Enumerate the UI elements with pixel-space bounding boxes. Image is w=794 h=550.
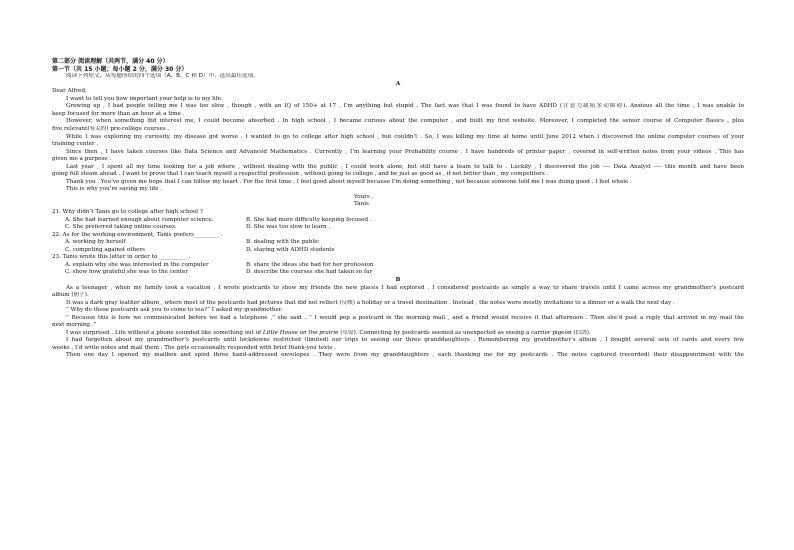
option-row	[52, 239, 744, 247]
paragraph-line: I want to tell you how important your help is to my life.	[66, 95, 223, 102]
paragraph-line: While I was exploring my curiosity, my disease got worse . I wanted to go to college after high school , but couldn’t . So, I was killing my time at home until June 2012 when I discovered the online computer courses of your	[66, 133, 744, 140]
option-a[interactable]: A. She had learned enough about computer science.	[65, 216, 214, 223]
paragraph-line: Since then , I have taken courses like Data Science and Advanced Mathematics . Currently , I’m learning your Probability course . I have hundreds of printer paper , covered in self-written notes from your videos . This has	[66, 148, 744, 155]
paragraph-line: five relevant(有关的) pre-college courses .	[52, 126, 170, 133]
letter-greeting: Dear Alfred,	[52, 88, 87, 95]
paragraph-line: I had forgotten about my grandmother’s postcards until lockdowns restricted (limited) our trips to seeing our three granddaughters . Remembering my grandmother’s album , I bought several sets of cards and every few	[66, 337, 744, 344]
paragraph-line: keep focused for more than an hour at a time .	[52, 110, 185, 117]
option-row	[52, 224, 744, 232]
paragraph-line: next morning .”	[52, 322, 97, 329]
option-row	[52, 262, 744, 270]
option-c[interactable]: C. competing against others	[65, 246, 145, 253]
part-title: 第二部分 阅读理解（共两节，满分 40 分）	[52, 58, 169, 65]
option-d[interactable]: D. describe the courses she had taken so far	[246, 269, 373, 276]
option-a[interactable]: A. explain why she was interested in the computer	[65, 261, 209, 268]
paragraph-line: However, when something did interest me, I could become absorbed . In high school , I became curious about the computer , and built my first website. Moreover, I completed the senior course of Computer Basics , plus	[66, 118, 744, 125]
section-title: 第一节（共 15 小题；每小题 2 分，满分 30 分）	[52, 65, 188, 73]
paragraph-line: training center .	[52, 141, 99, 148]
option-c[interactable]: C. show how grateful she was to the center	[65, 269, 188, 276]
option-row	[52, 269, 744, 277]
option-a[interactable]: A. working by herself	[65, 239, 126, 246]
paragraph-line: As a teenager , when my family took a vacation , I wrote postcards to show my friends the new places I had explored . I considered postcards as simply a way to share travels until I came across my grandmother’s postcard	[66, 284, 744, 291]
question-stem: 21. Why didn’t Tanis go to college after high school ?	[52, 209, 203, 216]
paragraph-line: “ Because this is how we communicated before we had a telephone ,” she said . “ I would pop a postcard in the morning mail , and a friend would receive it that afternoon . Then she’d post a reply that arrived in my mail the	[66, 314, 744, 321]
exam-page	[52, 58, 744, 360]
paragraph-line: given me a purpose .	[52, 156, 112, 163]
paragraph-line: Thank you . You’ve given me hope that I can follow my heart . For the first time , I feel good about myself because I’m doing something , not because someone told me I was doing good . I feel whole .	[66, 178, 632, 185]
paragraph-line: album (册子).	[52, 292, 89, 299]
text-run: (草原). Connecting by postcards seemed as unexpected as seeing a carrier pigeon (信鸽).	[338, 329, 591, 336]
letter-signature: Tanis	[354, 201, 369, 208]
option-b[interactable]: B. share the ideas she had for her profession	[246, 261, 374, 268]
paragraph-line: Then one day I opened my mailbox and spied three hand-addressed envelopes . They were from my granddaughters , each thanking me for my postcards . The notes captured (recorded) their disappointment with the	[66, 352, 744, 359]
text-run: I was surprised . Life without a phone sounded like something out of	[66, 329, 263, 336]
paragraph-line: going full steam ahead . I want to prove that I can teach myself a respectful profession , without going to college , and be just as good as , if not better than , my competitors .	[52, 171, 549, 178]
question-22	[52, 232, 744, 255]
book-title: Little House on the prairie	[262, 329, 339, 336]
paragraph-line	[52, 330, 744, 338]
paragraph-line: This is why you’re saving my life .	[66, 186, 163, 193]
paragraph-line: Last year , I spent all my time looking for a job where , without dealing with the public , I could work alone, but still have a team to talk to . Luckily , I discovered the job ---- Data Analyst ---- this month and have been	[66, 163, 744, 170]
paragraph-line: It was a dark gray leather album , where most of the postcards had pictures that did not reflect (反映) a holiday or a travel destination . Instead , the notes were mostly invitations to a dinner or a walk the next day .	[66, 299, 675, 306]
option-b[interactable]: B. dealing with the public	[246, 239, 320, 246]
option-row	[52, 247, 744, 255]
paragraph-line: “ Why do these postcards ask you to come to tea?” I asked my grandmother.	[66, 307, 283, 314]
paragraph-line: Growing up , I had people telling me I was too slow , though , with an IQ of 150+ at 17 , I’m anything but stupid . The fact was that I was found to have ADHD (注意力缺陷多动障碍). Anxious all the time , I was unable to	[66, 103, 744, 110]
question-stem: 23. Tanis wrote this letter in order to __________ .	[52, 254, 191, 261]
option-d[interactable]: D. She was too slow to learn .	[246, 224, 331, 231]
option-row	[52, 217, 744, 225]
option-d[interactable]: D. staying with ADHD students	[246, 246, 335, 253]
question-stem: 22. As for the working environment, Tanis prefers_________ .	[52, 231, 223, 238]
letter-closing: Yours ,	[354, 193, 374, 200]
instruction: 阅读下列短文，从每题所给的四个选项（A、B、C 和 D）中，选出最佳选项。	[66, 73, 259, 80]
question-21	[52, 209, 744, 232]
passage-a-label: A	[395, 80, 401, 87]
passage-b-label: B	[395, 276, 401, 283]
option-c[interactable]: C. She preferred taking online courses.	[65, 224, 177, 231]
question-23	[52, 254, 744, 277]
option-b[interactable]: B. She had more difficulty keeping focused .	[246, 216, 372, 223]
paragraph-line: weeks , I’d write notes and mail them . The girls occasionally responded with brief thank-you texts .	[52, 344, 336, 351]
